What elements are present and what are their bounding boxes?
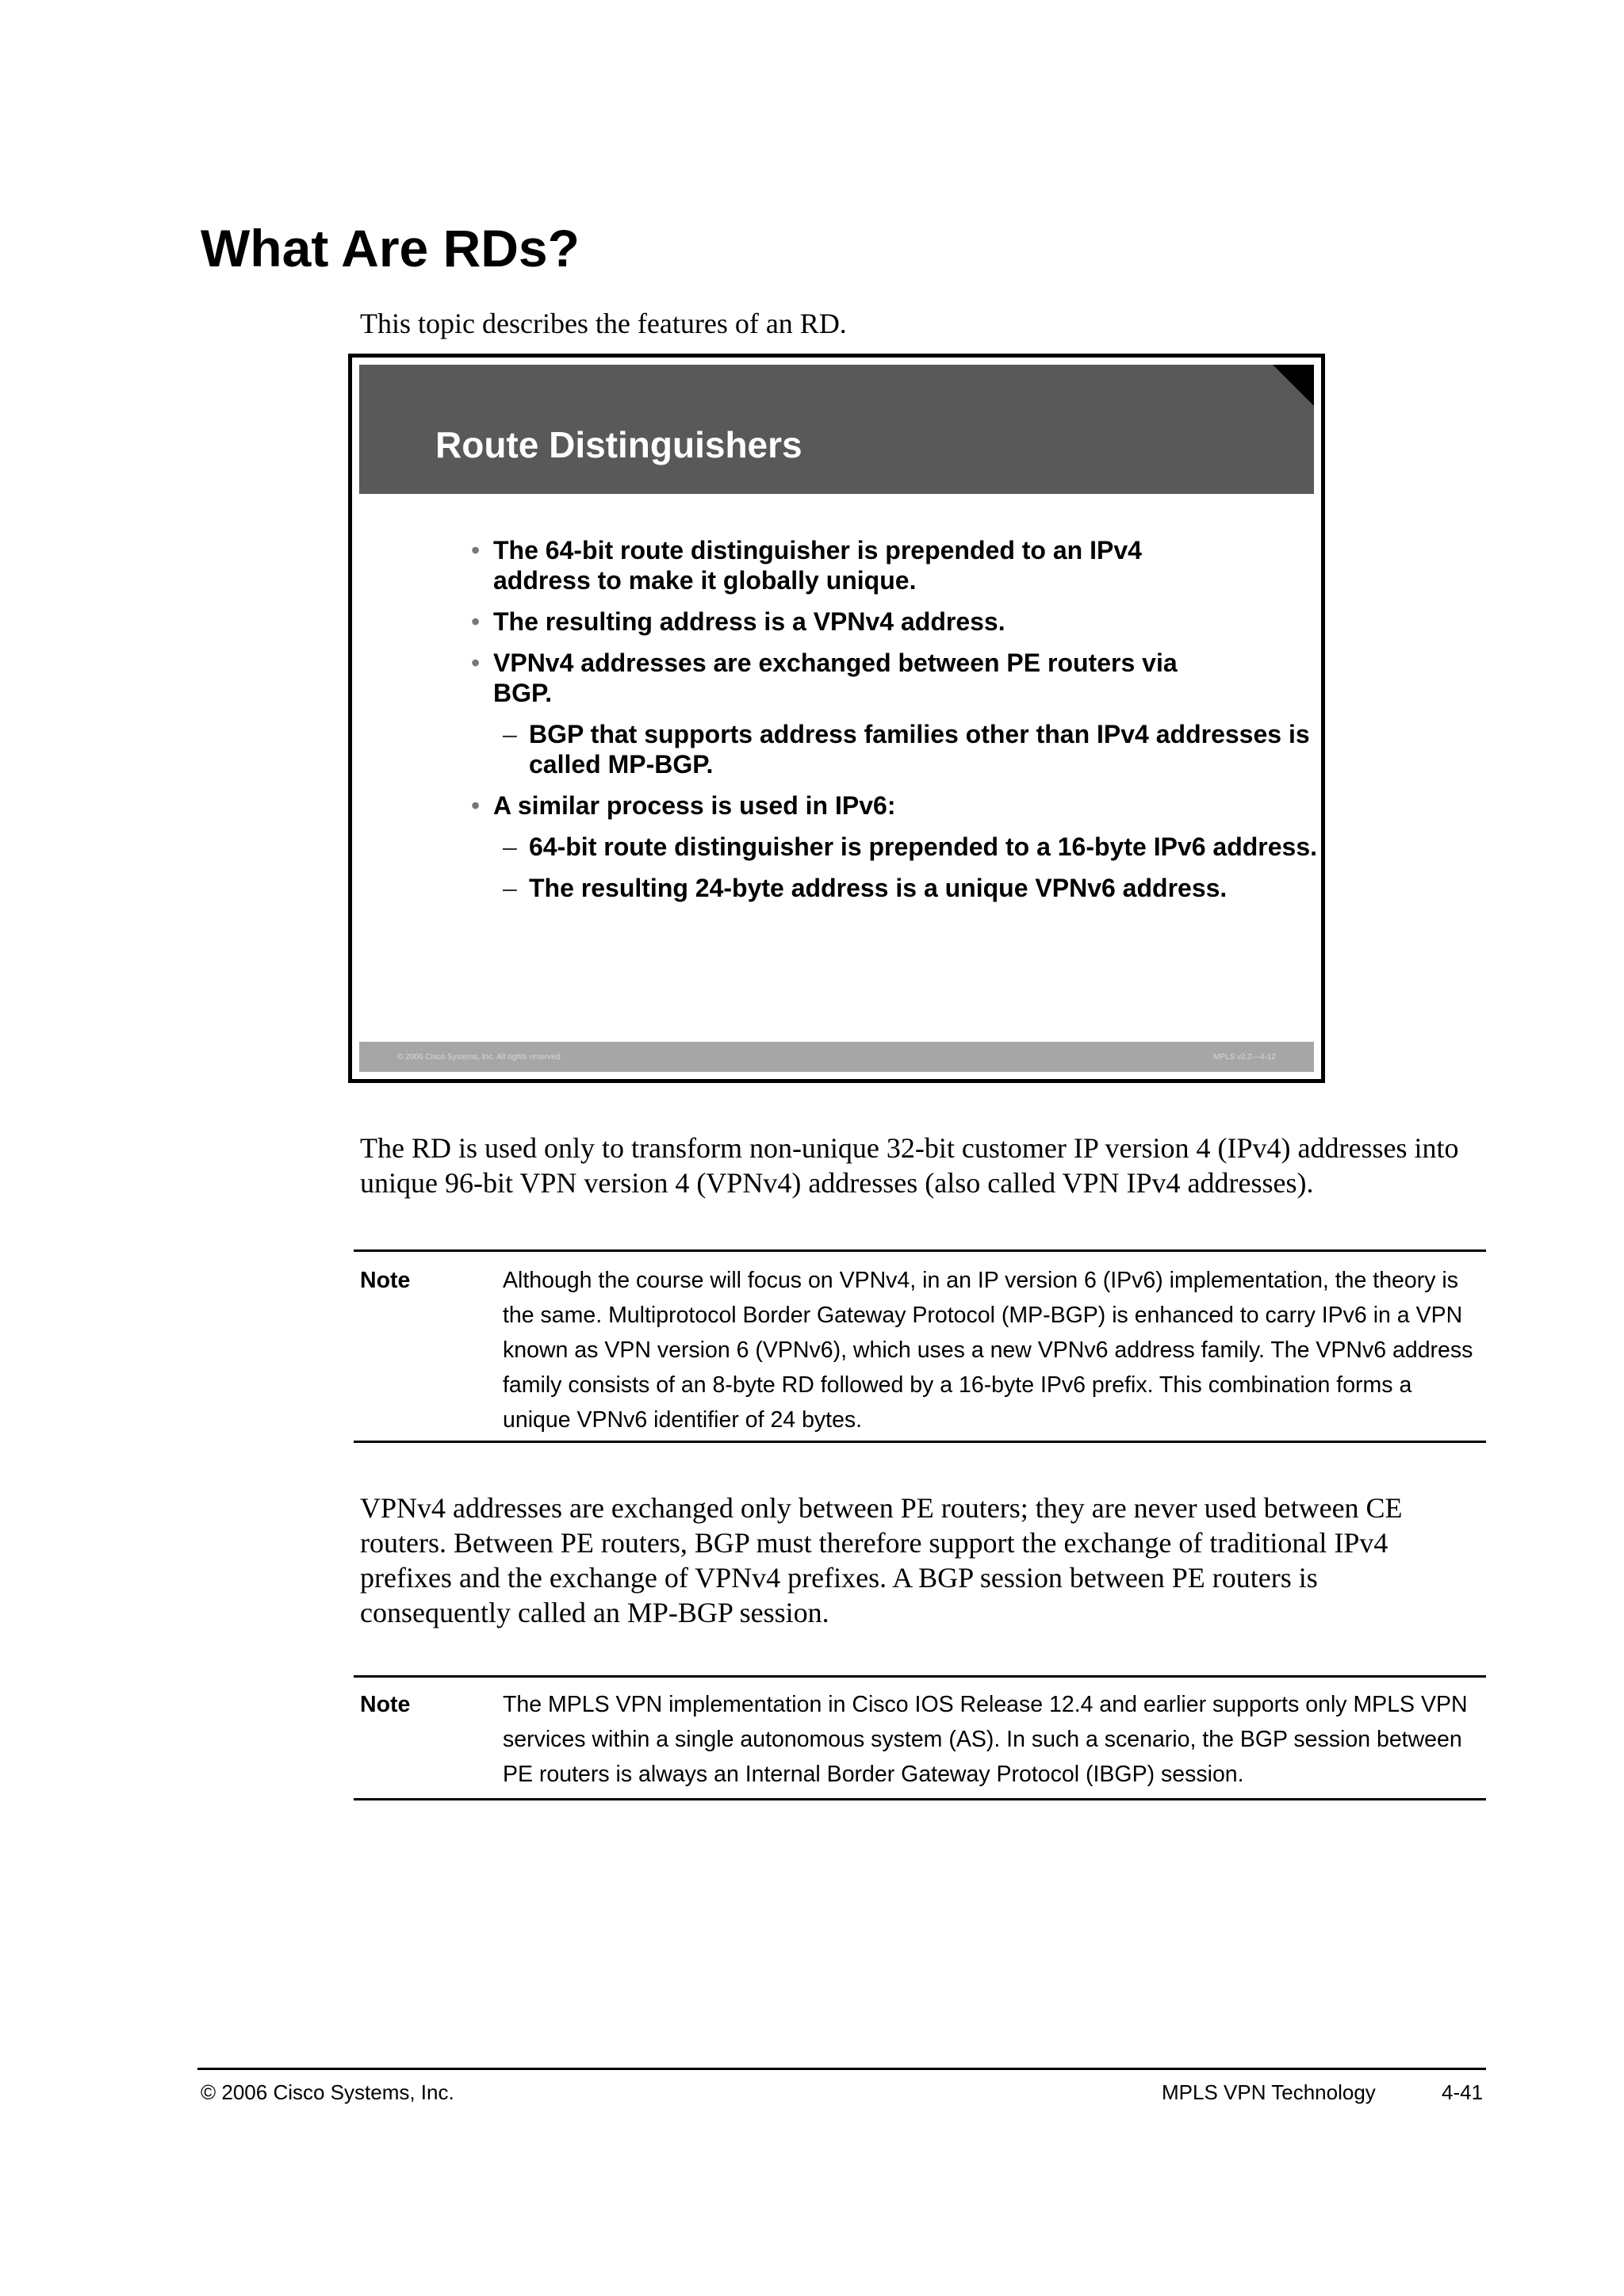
bullet-text: The 64-bit route distinguisher is prepended to an IPv4 address to make it globally unique. bbox=[493, 536, 1142, 595]
slide-footer bbox=[359, 1042, 1314, 1072]
note-label: Note bbox=[360, 1692, 411, 1717]
footer-rule bbox=[197, 2068, 1486, 2070]
note-box bbox=[354, 1249, 1486, 1443]
footer-copyright: © 2006 Cisco Systems, Inc. bbox=[201, 2080, 454, 2104]
bullet-marker: • bbox=[471, 536, 481, 564]
slide-number: MPLS v2.2—4-12 bbox=[1213, 1053, 1276, 1062]
intro-text: This topic describes the features of an RD. bbox=[360, 308, 847, 339]
slide-title: Route Distinguishers bbox=[435, 424, 802, 465]
bullet-marker: • bbox=[471, 607, 481, 636]
sub-bullet-text: 64-bit route distinguisher is prepended to a 16-byte IPv6 address. bbox=[529, 832, 1318, 861]
bullet-marker: • bbox=[471, 649, 481, 677]
sub-bullet-marker: – bbox=[503, 874, 517, 902]
note-label: Note bbox=[360, 1268, 411, 1293]
note-box bbox=[354, 1675, 1486, 1800]
slide-bullet bbox=[471, 607, 1191, 637]
sub-bullet-text: BGP that supports address families other than IPv4 addresses is called MP-BGP. bbox=[529, 720, 1310, 779]
slide-corner-decoration bbox=[1273, 365, 1314, 406]
body-paragraph: The RD is used only to transform non-unique 32-bit customer IP version 4 (IPv4) addresses into unique 96-bit VPN version 4 (VPNv4) addresses (also called VPN IPv4 addresses). bbox=[360, 1132, 1459, 1199]
slide-sub-bullet bbox=[503, 832, 1322, 862]
slide-sub-bullet bbox=[503, 719, 1322, 779]
note-text: The MPLS VPN implementation in Cisco IOS Release 12.4 and earlier supports only MPLS VPN services within a single autonomous system (AS). In such a scenario, the BGP session between PE routers is always an Internal Border Gateway Protocol (IBGP) session. bbox=[503, 1692, 1468, 1787]
slide-bullet bbox=[471, 790, 1191, 821]
bullet-text: VPNv4 addresses are exchanged between PE routers via BGP. bbox=[493, 649, 1178, 707]
body-paragraph: VPNv4 addresses are exchanged only between PE routers; they are never used between CE routers. Between PE routers, BGP must therefore support the exchange of traditional IPv4 prefixes and the exchange of VPNv4 prefixes. A BGP session between PE routers is consequently called an MP-BGP session. bbox=[360, 1492, 1403, 1628]
footer-book-title: MPLS VPN Technology bbox=[1162, 2080, 1376, 2104]
sub-bullet-marker: – bbox=[503, 832, 517, 861]
sub-bullet-text: The resulting 24-byte address is a unique VPNv6 address. bbox=[529, 874, 1228, 902]
slide-copyright: © 2006 Cisco Systems, Inc. All rights reserved. bbox=[397, 1053, 563, 1062]
slide bbox=[348, 354, 1325, 1083]
page-title: What Are RDs? bbox=[201, 219, 580, 277]
slide-bullet bbox=[471, 648, 1191, 708]
bullet-text: The resulting address is a VPNv4 address. bbox=[493, 607, 1005, 636]
footer-page-number: 4-41 bbox=[1442, 2080, 1484, 2104]
slide-sub-bullet bbox=[503, 873, 1322, 903]
slide-bullet-list bbox=[352, 535, 1321, 914]
slide-bullet bbox=[471, 535, 1191, 595]
sub-bullet-marker: – bbox=[503, 720, 517, 748]
note-text: Although the course will focus on VPNv4, in an IP version 6 (IPv6) implementation, the theory is the same. Multiprotocol Border Gateway Protocol (MP-BGP) is enhanced to carry IPv6 in a VPN known as VPN version 6 (VPNv6), which uses a new VPNv6 address family. The VPNv6 address family consists of an 8-byte RD followed by a 16-byte IPv6 prefix. This combination forms a unique VPNv6 identifier of 24 bytes. bbox=[503, 1268, 1473, 1433]
bullet-marker: • bbox=[471, 791, 481, 820]
slide-header bbox=[359, 365, 1314, 494]
bullet-text: A similar process is used in IPv6: bbox=[493, 791, 896, 820]
